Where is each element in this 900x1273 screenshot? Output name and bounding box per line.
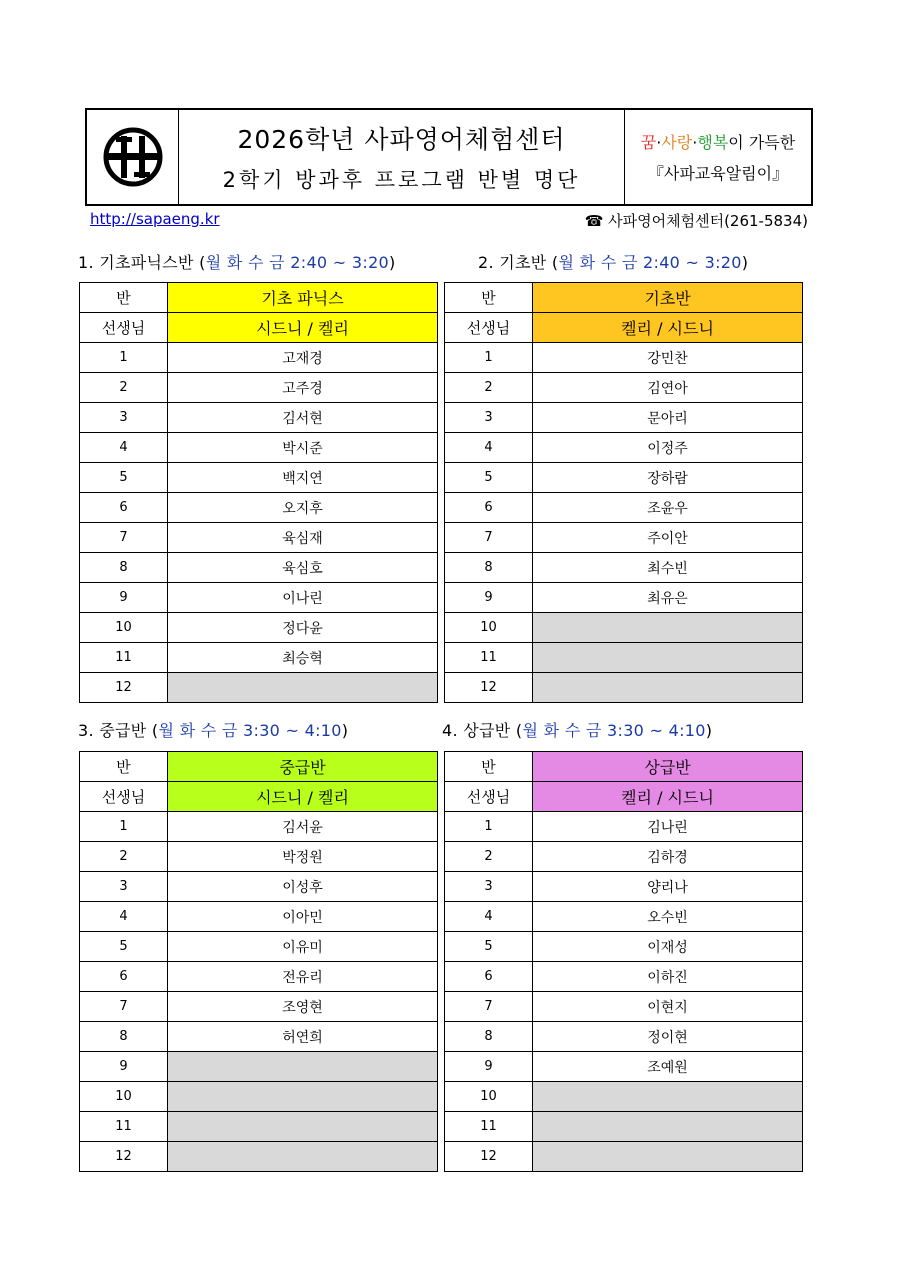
student-name: 고재경 [168,343,438,373]
section-schedule: 월 화 수 금 2:40 ~ 3:20 [558,253,742,272]
empty-cell [533,613,803,643]
student-number: 9 [445,583,533,613]
student-number: 12 [445,1142,533,1172]
student-number: 10 [445,613,533,643]
slogan-dot: · [656,133,662,152]
roster-table-intermediate [79,751,438,1172]
student-name: 이하진 [533,962,803,992]
table-row [445,812,803,842]
student-number: 10 [80,613,168,643]
slogan-word-love: 사랑 [661,133,693,152]
student-name: 오수빈 [533,902,803,932]
teacher-name: 켈리 / 시드니 [533,782,803,812]
class-name: 기초반 [533,283,803,313]
student-number: 12 [80,1142,168,1172]
student-number: 8 [80,553,168,583]
student-name: 육심호 [168,553,438,583]
student-name: 최유은 [533,583,803,613]
teacher-label: 선생님 [445,313,533,343]
student-number: 5 [80,463,168,493]
student-name: 강민찬 [533,343,803,373]
class-row [80,752,438,782]
table-row [445,553,803,583]
phone-text: 사파영어체험센터(261-5834) [608,212,808,230]
section-title-suffix: ) [341,721,349,740]
teacher-row [445,782,803,812]
table-row [80,613,438,643]
teacher-label: 선생님 [80,313,168,343]
table-row [445,932,803,962]
class-label: 반 [445,283,533,313]
student-name: 이유미 [168,932,438,962]
teacher-row [80,313,438,343]
empty-cell [168,673,438,703]
student-number: 6 [445,962,533,992]
student-number: 6 [80,493,168,523]
student-number: 11 [80,643,168,673]
table-row [80,962,438,992]
student-name: 이정주 [533,433,803,463]
student-number: 6 [80,962,168,992]
table-row [80,673,438,703]
student-number: 3 [445,403,533,433]
table-row [445,523,803,553]
section-schedule: 월 화 수 금 2:40 ~ 3:20 [205,253,390,272]
student-number: 9 [80,583,168,613]
table-row [80,433,438,463]
slogan-cell [625,110,811,204]
class-label: 반 [445,752,533,782]
student-number: 1 [80,812,168,842]
class-name: 기초 파닉스 [168,283,438,313]
telephone-icon: ☎ [584,212,604,230]
section-title-phonics [78,250,396,273]
student-number: 11 [445,1112,533,1142]
table-row [80,1112,438,1142]
student-name: 조윤우 [533,493,803,523]
student-number: 2 [80,373,168,403]
document-title: 2026학년 사파영어체험센터 [237,125,566,154]
student-number: 7 [445,523,533,553]
table-row [445,1082,803,1112]
table-row [80,842,438,872]
student-number: 8 [445,1022,533,1052]
empty-cell [168,1112,438,1142]
section-title-text: 3. 중급반 ( [78,721,159,740]
student-number: 6 [445,493,533,523]
student-number: 2 [445,842,533,872]
section-title-intermediate [78,718,348,741]
student-number: 2 [80,842,168,872]
sapa-logo-icon [102,126,164,188]
table-row [445,583,803,613]
roster-table-phonics [79,282,438,703]
table-row [80,343,438,373]
empty-cell [533,643,803,673]
class-row [445,283,803,313]
student-number: 11 [445,643,533,673]
table-row [445,613,803,643]
roster-table-advanced [444,751,803,1172]
teacher-row [445,313,803,343]
student-number: 1 [445,812,533,842]
class-name: 중급반 [168,752,438,782]
table-row [445,1022,803,1052]
section-title-text: 4. 상급반 ( [442,721,523,740]
empty-cell [168,1142,438,1172]
class-name: 상급반 [533,752,803,782]
teacher-row [80,782,438,812]
student-number: 4 [80,433,168,463]
class-row [80,283,438,313]
student-number: 10 [80,1082,168,1112]
student-number: 2 [445,373,533,403]
student-name: 이아민 [168,902,438,932]
table-row [80,403,438,433]
student-name: 최수빈 [533,553,803,583]
table-row [445,433,803,463]
slogan-line1 [641,130,795,153]
table-row [80,553,438,583]
section-title-text: 1. 기초파닉스반 ( [78,253,206,272]
teacher-label: 선생님 [445,782,533,812]
teacher-label: 선생님 [80,782,168,812]
student-name: 고주경 [168,373,438,403]
table-row [80,1142,438,1172]
student-number: 7 [80,523,168,553]
table-row [445,1142,803,1172]
table-row [80,872,438,902]
class-row [445,752,803,782]
table-row [80,1052,438,1082]
student-name: 정이현 [533,1022,803,1052]
student-name: 이나린 [168,583,438,613]
student-name: 양리나 [533,872,803,902]
table-row [445,992,803,1022]
student-name: 백지연 [168,463,438,493]
table-row [80,523,438,553]
table-row [80,902,438,932]
table-row [445,343,803,373]
student-name: 최승혁 [168,643,438,673]
student-name: 김연아 [533,373,803,403]
student-name: 이성후 [168,872,438,902]
student-number: 4 [80,902,168,932]
student-name: 조예원 [533,1052,803,1082]
section-title-basic [478,250,748,273]
student-name: 이재성 [533,932,803,962]
student-name: 전유리 [168,962,438,992]
section-title-text: 2. 기초반 ( [478,253,559,272]
student-number: 3 [80,872,168,902]
student-name: 육심재 [168,523,438,553]
student-number: 11 [80,1112,168,1142]
teacher-name: 시드니 / 켈리 [168,782,438,812]
table-row [445,962,803,992]
empty-cell [533,673,803,703]
student-name: 허연희 [168,1022,438,1052]
student-number: 12 [80,673,168,703]
empty-cell [533,1082,803,1112]
table-row [445,493,803,523]
table-row [445,463,803,493]
student-number: 3 [445,872,533,902]
student-number: 1 [80,343,168,373]
student-name: 문아리 [533,403,803,433]
student-number: 10 [445,1082,533,1112]
student-number: 1 [445,343,533,373]
table-row [445,872,803,902]
document-subtitle: 2학기 방과후 프로그램 반별 명단 [222,168,581,192]
student-name: 김하경 [533,842,803,872]
table-row [80,373,438,403]
student-name: 장하람 [533,463,803,493]
section-schedule: 월 화 수 금 3:30 ~ 4:10 [158,721,342,740]
table-row [445,643,803,673]
student-number: 4 [445,433,533,463]
student-number: 5 [445,463,533,493]
title-cell [179,110,625,204]
table-row [445,902,803,932]
table-row [80,643,438,673]
teacher-name: 켈리 / 시드니 [533,313,803,343]
student-name: 김서현 [168,403,438,433]
student-name: 박시준 [168,433,438,463]
class-label: 반 [80,752,168,782]
slogan-tail: 이 가득한 [728,133,796,152]
slogan-word-happiness: 행복 [697,133,729,152]
student-number: 4 [445,902,533,932]
table-row [80,1082,438,1112]
student-name: 주이안 [533,523,803,553]
document-header [85,108,813,206]
student-name: 김나린 [533,812,803,842]
roster-table-basic [444,282,803,703]
table-row [445,842,803,872]
table-row [445,1052,803,1082]
table-row [445,1112,803,1142]
table-row [80,583,438,613]
empty-cell [168,1052,438,1082]
class-label: 반 [80,283,168,313]
student-number: 7 [80,992,168,1022]
table-row [80,992,438,1022]
section-title-suffix: ) [705,721,713,740]
table-row [445,373,803,403]
student-name: 정다윤 [168,613,438,643]
slogan-word-dream: 꿈 [640,133,657,152]
table-row [445,403,803,433]
student-number: 12 [445,673,533,703]
table-row [80,812,438,842]
teacher-name: 시드니 / 켈리 [168,313,438,343]
empty-cell [533,1142,803,1172]
student-number: 5 [445,932,533,962]
student-number: 9 [445,1052,533,1082]
section-schedule: 월 화 수 금 3:30 ~ 4:10 [522,721,706,740]
student-name: 박정원 [168,842,438,872]
slogan-line2: 『사파교육알림이』 [647,164,789,183]
table-row [445,673,803,703]
website-link[interactable]: http://sapaeng.kr [90,210,220,228]
table-row [80,1022,438,1052]
empty-cell [533,1112,803,1142]
section-title-suffix: ) [741,253,749,272]
table-row [80,463,438,493]
section-title-suffix: ) [389,253,396,272]
phone-info [585,210,808,231]
student-number: 8 [80,1022,168,1052]
section-title-advanced [442,718,712,741]
table-row [80,493,438,523]
empty-cell [168,1082,438,1112]
student-number: 5 [80,932,168,962]
student-number: 9 [80,1052,168,1082]
student-number: 3 [80,403,168,433]
student-name: 오지후 [168,493,438,523]
student-number: 8 [445,553,533,583]
table-row [80,932,438,962]
student-name: 조영현 [168,992,438,1022]
slogan-dot: · [692,133,698,152]
student-name: 김서윤 [168,812,438,842]
student-number: 7 [445,992,533,1022]
logo-cell [87,110,179,204]
student-name: 이현지 [533,992,803,1022]
